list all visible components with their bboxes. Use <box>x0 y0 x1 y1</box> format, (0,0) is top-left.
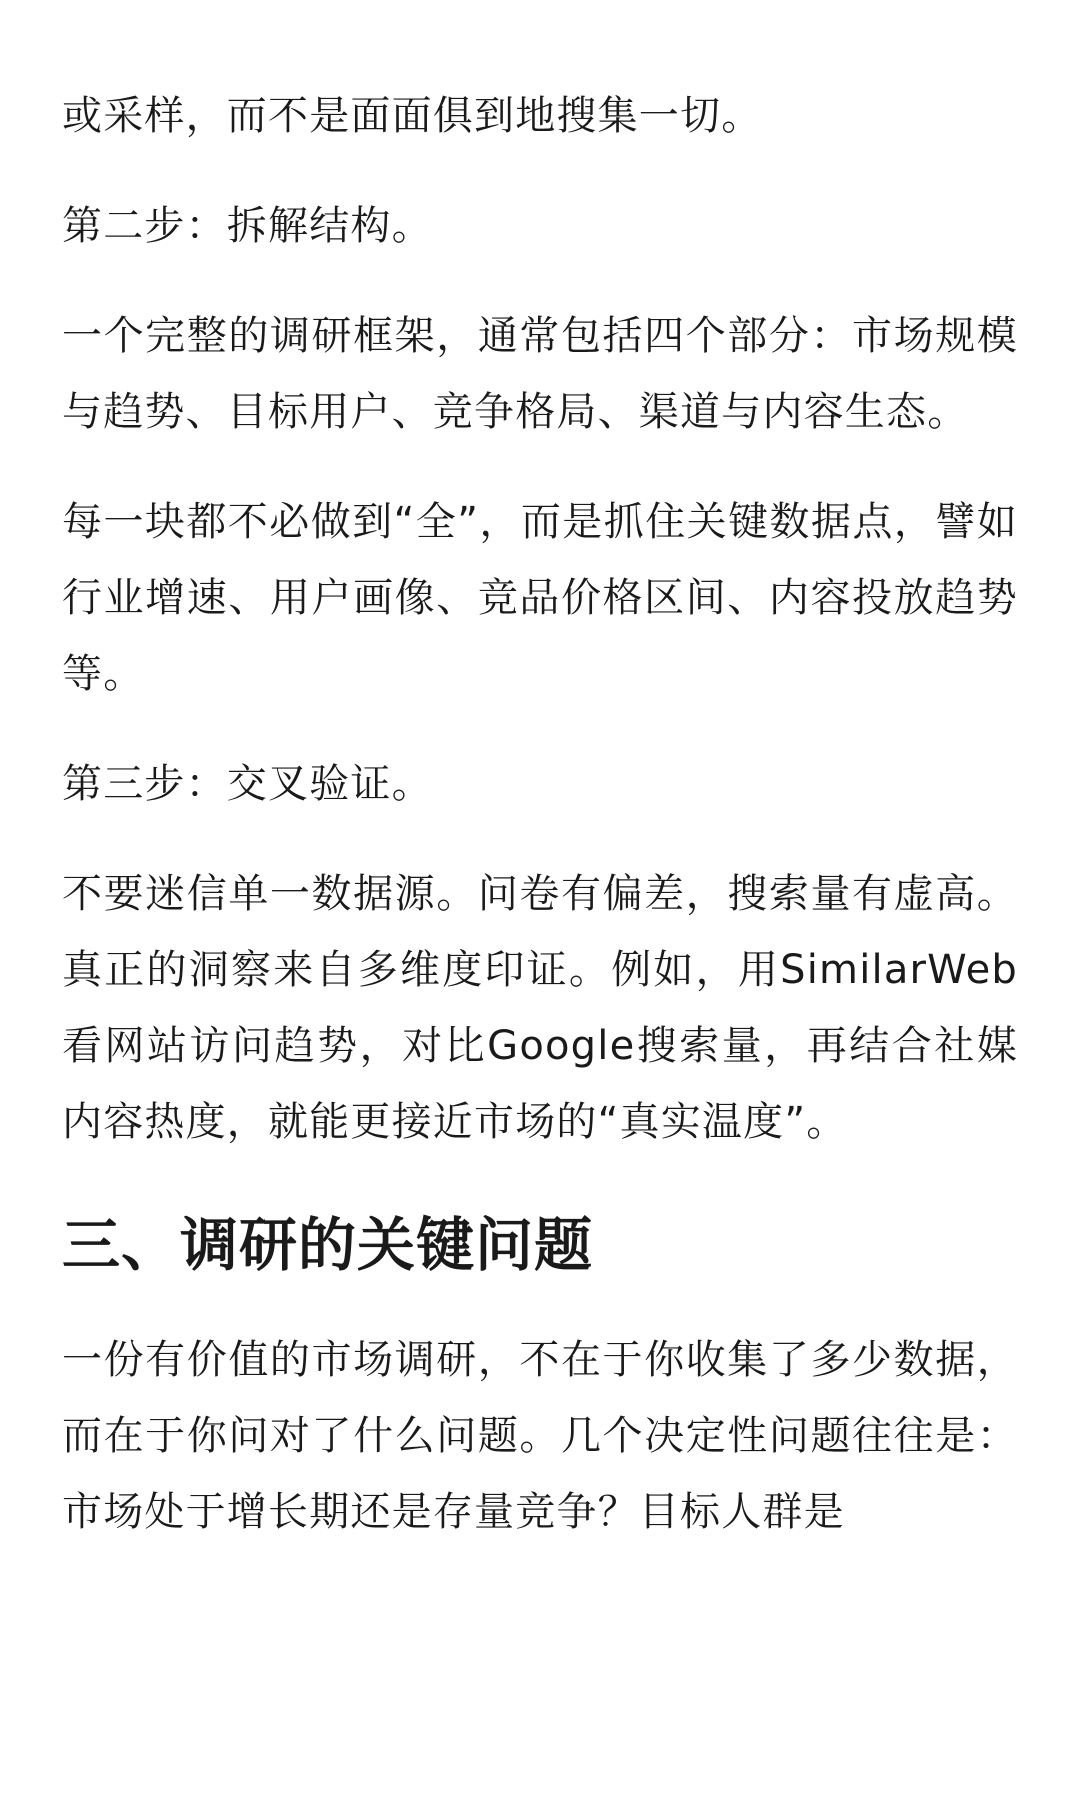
step-two-heading: 第二步：拆解结构。 <box>62 203 433 249</box>
paragraph-framework: 一个完整的调研框架，通常包括四个部分：市场规模与趋势、目标用户、竞争格局、渠道与内容生态。 <box>62 313 1018 435</box>
paragraph-key-questions: 一份有价值的市场调研，不在于你收集了多少数据，而在于你问对了什么问题。几个决定性问题往往是：市场处于增长期还是存量竞争？目标人群是 <box>62 1337 1018 1535</box>
section-title: 三、调研的关键问题 <box>62 1211 594 1279</box>
paragraph-key-data-points: 每一块都不必做到“全”，而是抓住关键数据点，譬如行业增速、用户画像、竞品价格区间、内容投放趋势等。 <box>62 499 1018 697</box>
paragraph-sampling: 或采样，而不是面面俱到地搜集一切。 <box>62 93 763 139</box>
article-body <box>62 78 1018 1550</box>
step-three-heading: 第三步：交叉验证。 <box>62 761 433 807</box>
paragraph-cross-validation: 不要迷信单一数据源。问卷有偏差，搜索量有虚高。真正的洞察来自多维度印证。例如，用SimilarWeb 看网站访问趋势，对比Google搜索量，再结合社媒内容热度，就能更接近市场的“真实温度”。 <box>62 871 1018 1145</box>
